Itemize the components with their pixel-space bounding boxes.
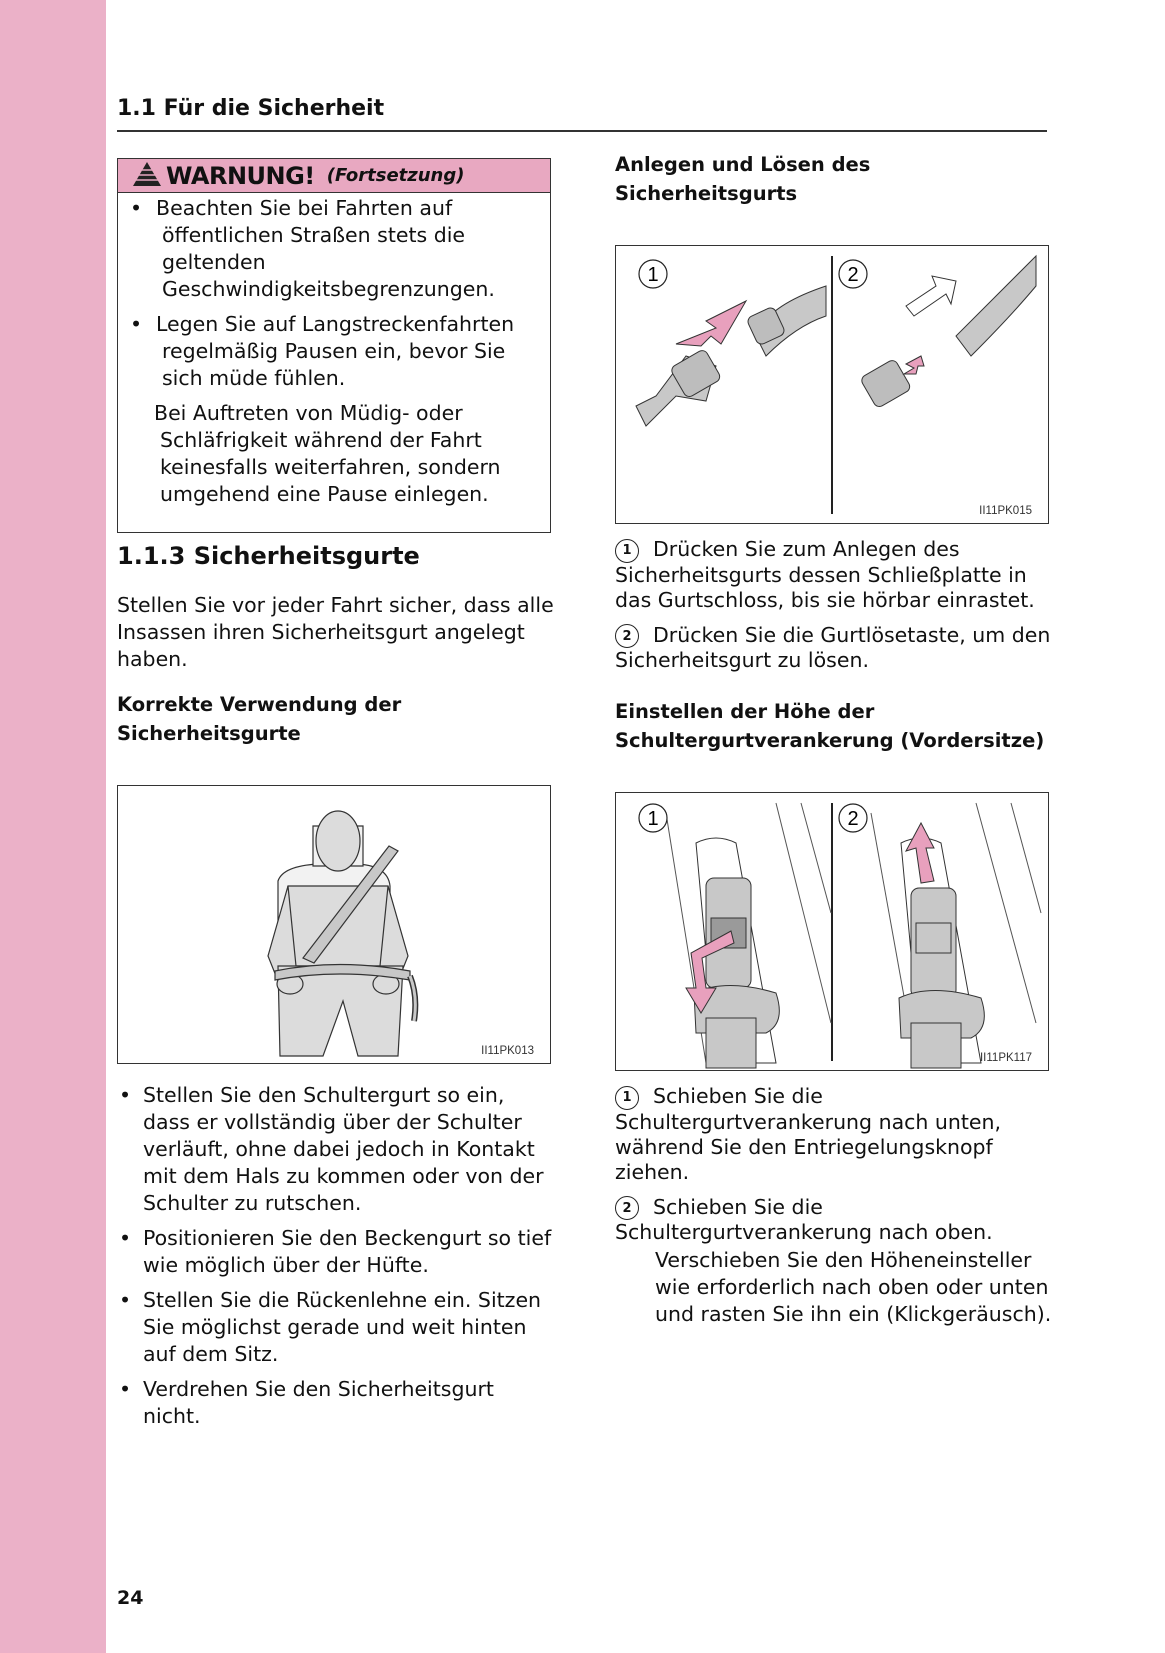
step-item: 1 Drücken Sie zum Anlegen des Sicherheitsgurts dessen Schließplatte in das Gurtschloss, bis sie hörbar einrastet. xyxy=(615,537,1035,612)
figure-code: II11PK013 xyxy=(481,1045,534,1057)
fasten-belt-illustration xyxy=(616,246,1048,523)
step-number-badge: 1 xyxy=(615,1086,639,1110)
step-number-badge: 2 xyxy=(615,1196,639,1220)
warning-subtitle: (Fortsetzung) xyxy=(326,165,465,186)
height-adjust-note: Verschieben Sie den Höheneinsteller wie erforderlich nach oben oder unten und rasten Sie ihn ein (Klickgeräusch). xyxy=(655,1248,1052,1326)
warning-item: • Legen Sie auf Langstreckenfahrten regelmäßig Pausen ein, bevor Sie sich müde fühlen. xyxy=(130,312,515,390)
figure-code: II11PK015 xyxy=(979,505,1032,517)
height-adjust-illustration xyxy=(616,793,1048,1070)
svg-text:1: 1 xyxy=(647,808,659,830)
bullet: • xyxy=(130,196,143,220)
warning-title: WARNUNG! xyxy=(166,161,315,190)
sidebar-color-tab xyxy=(0,0,106,1653)
warning-header xyxy=(118,159,550,193)
correct-use-list xyxy=(117,1082,557,1438)
list-item: • Positionieren Sie den Beckengurt so tief wie möglich über der Hüfte. xyxy=(119,1226,552,1277)
figure-seated-person xyxy=(117,785,551,1064)
fasten-steps xyxy=(615,537,1055,683)
list-item: • Stellen Sie die Rückenlehne ein. Sitzen Sie möglichst gerade und weit hinten auf dem Sitz. xyxy=(119,1288,542,1366)
step-item: 1 Schieben Sie die Schultergurtverankerung nach unten, während Sie den Entriegelungsknopf ziehen. xyxy=(615,1084,1002,1184)
page-number: 24 xyxy=(117,1587,144,1609)
svg-text:2: 2 xyxy=(847,264,859,286)
step-number-badge: 2 xyxy=(615,624,639,648)
height-adjust-steps xyxy=(615,1084,1055,1328)
correct-use-heading: Korrekte Verwendung der Sicherheitsgurte xyxy=(117,693,402,745)
warning-note: Bei Auftreten von Müdig- oder Schläfrigkeit während der Fahrt keinesfalls weiterfahren, sondern umgehend eine Pause einlegen. xyxy=(154,401,501,506)
svg-text:2: 2 xyxy=(847,808,859,830)
warning-body xyxy=(118,193,550,508)
subsection-title: 1.1.3 Sicherheitsgurte xyxy=(117,542,420,570)
section-header: 1.1 Für die Sicherheit xyxy=(117,96,1047,132)
step-item: 2 Schieben Sie die Schultergurtverankerung nach oben. xyxy=(615,1194,993,1244)
list-item: • Stellen Sie den Schultergurt so ein, dass er vollständig über der Schulter verläuft, ohne dabei jedoch in Kontakt mit dem Hals zu kommen oder von der Schulter zu rutschen. xyxy=(119,1083,544,1215)
figure-code: II11PK117 xyxy=(979,1052,1032,1064)
warning-triangle-icon xyxy=(132,161,162,191)
intro-paragraph: Stellen Sie vor jeder Fahrt sicher, dass alle Insassen ihren Sicherheitsgurt angelegt haben. xyxy=(117,593,554,671)
figure-fasten-belt xyxy=(615,245,1049,524)
height-adjust-heading: Einstellen der Höhe der Schultergurtverankerung (Vordersitze) xyxy=(615,700,1045,752)
list-item: • Verdrehen Sie den Sicherheitsgurt nicht. xyxy=(119,1377,494,1428)
warning-box xyxy=(117,158,551,533)
seated-person-illustration xyxy=(118,786,550,1063)
svg-text:1: 1 xyxy=(647,264,659,286)
warning-item: • Beachten Sie bei Fahrten auf öffentlichen Straßen stets die geltenden Geschwindigkeitsbegrenzungen. xyxy=(130,196,495,301)
fasten-heading: Anlegen und Lösen des Sicherheitsgurts xyxy=(615,153,871,205)
bullet: • xyxy=(130,312,143,336)
step-item: 2 Drücken Sie die Gurtlösetaste, um den Sicherheitsgurt zu lösen. xyxy=(615,622,1051,672)
step-number-badge: 1 xyxy=(615,539,639,563)
figure-height-adjust xyxy=(615,792,1049,1071)
